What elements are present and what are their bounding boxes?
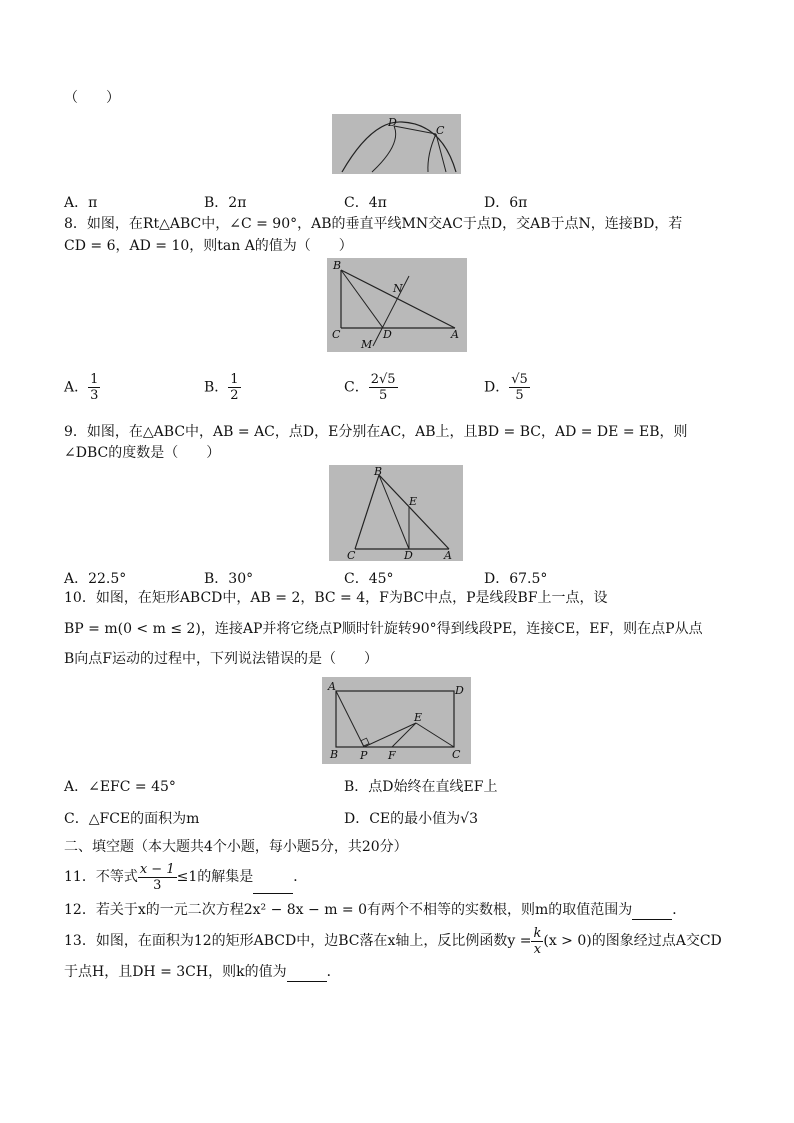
q9-option-a: A．22.5°: [64, 571, 127, 587]
q10-option-c: C．△FCE的面积为m: [64, 811, 200, 827]
q9-option-c: C．45°: [344, 571, 394, 587]
q9-line-2: ∠DBC的度数是（ ）: [64, 445, 221, 461]
q9-option-b: B．30°: [204, 571, 254, 587]
q10-line-3: B向点F运动的过程中，下列说法错误的是（ ）: [64, 651, 379, 667]
q7-paren: （ ）: [64, 90, 120, 106]
q10-label-b: B: [330, 748, 339, 761]
q8-option-d: D． $\frac{√5}{5}$: [484, 372, 528, 403]
q8-label-a: A: [451, 328, 459, 341]
q10-option-d: D．CE的最小值为√3: [344, 811, 478, 827]
q8-label-m: M: [361, 338, 373, 351]
q8-label-c: C: [332, 328, 341, 341]
q7-option-c: C．4π: [344, 195, 387, 211]
q8-option-b: B． $\frac{1}{2}$: [204, 372, 239, 403]
q8-option-a: A． $\frac{1}{3}$: [64, 372, 99, 403]
q9-line-1: 9．如图，在△ABC中，AB = AC，点D，E分别在AC，AB上，且BD = BC，AD = DE = EB，则: [64, 424, 688, 440]
q10-label-p: P: [360, 749, 368, 762]
q8-figure: [327, 258, 467, 352]
section2-title: 二、填空题（本大题共4个小题，每小题5分，共20分）: [64, 839, 408, 855]
q8-option-c: C． $\frac{2√5}{5}$: [344, 372, 396, 403]
q8-label-d: D: [383, 328, 392, 341]
q10-option-a: A．∠EFC = 45°: [64, 779, 176, 795]
q10-line-2: BP = m(0 < m ≤ 2)，连接AP并将它绕点P顺时针旋转90°得到线段PE，连接CE，EF，则在点P从点: [64, 621, 703, 637]
q8-label-b: B: [333, 259, 342, 272]
q11-answer-blank[interactable]: [253, 879, 293, 894]
q9-label-a: A: [444, 549, 452, 561]
q9-label-b: B: [374, 465, 383, 478]
q11-line: 11．不等式 $\frac{x - 1}{3}$ ≤1的解集是 ．: [64, 861, 308, 893]
q7-option-b: B．2π: [204, 195, 247, 211]
q8-line-2: CD = 6，AD = 10，则tan A的值为（ ）: [64, 238, 353, 254]
q7-label-c: C: [436, 124, 445, 137]
q7-figure: [332, 114, 461, 174]
q10-option-b: B．点D始终在直线EF上: [344, 779, 498, 795]
q9-label-e: E: [409, 495, 418, 508]
q10-label-c: C: [452, 748, 461, 761]
q7-label-d: D: [388, 116, 397, 129]
q10-line-1: 10．如图，在矩形ABCD中，AB = 2，BC = 4，F为BC中点，P是线段BF上一点，设: [64, 590, 608, 606]
q7-option-d: D．6π: [484, 195, 528, 211]
q10-label-d: D: [455, 684, 464, 697]
q9-figure: [329, 465, 463, 561]
q9-option-d: D．67.5°: [484, 571, 548, 587]
q10-figure: [322, 677, 471, 764]
q13-line-1: 13．如图，在面积为12的矩形ABCD中，边BC落在x轴上，反比例函数y = $\frac{k}{x}$ (x > 0)的图象经过点A交CD: [64, 925, 722, 957]
q12-answer-blank[interactable]: [632, 905, 672, 920]
q7-option-a: A．π: [64, 195, 98, 211]
q10-label-e: E: [414, 711, 423, 724]
q12-line: 12．若关于x的一元二次方程2x² − 8x − m = 0有两个不相等的实数根，则m的取值范围为 ．: [64, 902, 687, 918]
q8-label-n: N: [393, 282, 403, 295]
q13-answer-blank[interactable]: [287, 967, 327, 982]
q9-label-d: D: [404, 549, 413, 561]
q10-label-a: A: [328, 680, 336, 693]
q9-label-c: C: [347, 549, 356, 561]
q8-line-1: 8．如图，在Rt△ABC中，∠C = 90°，AB的垂直平线MN交AC于点D，交AB于点N，连接BD，若: [64, 216, 683, 232]
q10-label-f: F: [388, 749, 396, 762]
q13-line-2: 于点H，且DH = 3CH，则k的值为 ．: [64, 964, 341, 980]
